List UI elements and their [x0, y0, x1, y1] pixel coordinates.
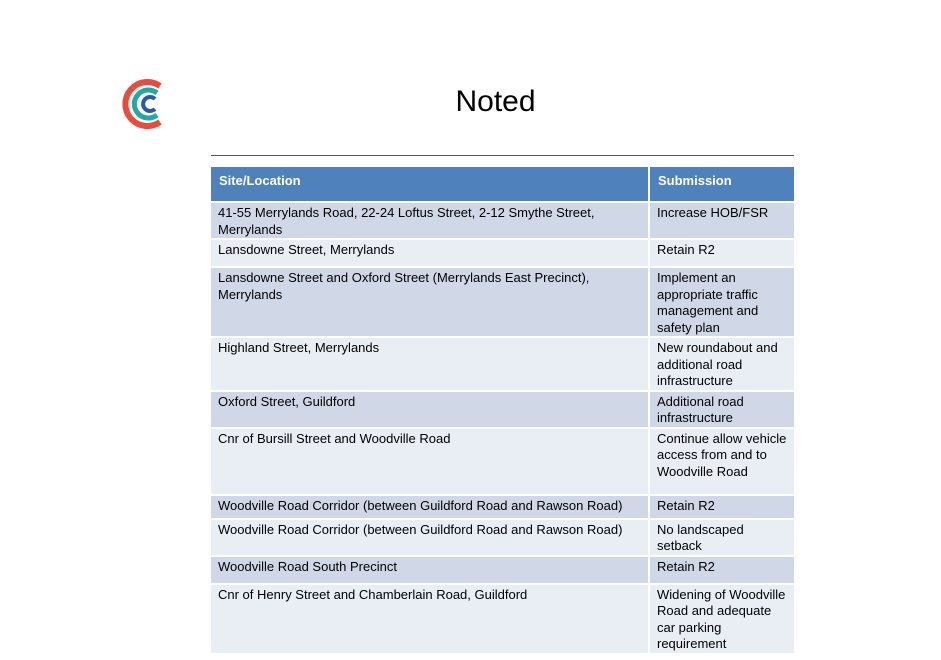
- site-cell: Oxford Street, Guildford: [211, 392, 650, 429]
- site-cell: Woodville Road Corridor (between Guildford Road and Rawson Road): [211, 496, 650, 520]
- submission-cell: Increase HOB/FSR: [650, 203, 794, 240]
- submissions-table: [211, 167, 794, 655]
- table-row: [211, 520, 794, 557]
- submission-cell: New roundabout and additional road infrastructure: [650, 338, 794, 392]
- site-cell: 41-55 Merrylands Road, 22-24 Loftus Street, 2-12 Smythe Street, Merrylands: [211, 203, 650, 240]
- site-cell: Lansdowne Street and Oxford Street (Merrylands East Precinct), Merrylands: [211, 268, 650, 338]
- submission-cell: Retain R2: [650, 496, 794, 520]
- table-row: [211, 557, 794, 585]
- table-row: [211, 203, 794, 240]
- site-cell: Lansdowne Street, Merrylands: [211, 240, 650, 268]
- table-row: [211, 585, 794, 655]
- submission-cell: No landscaped setback: [650, 520, 794, 557]
- submission-cell: Retain R2: [650, 240, 794, 268]
- site-cell: Highland Street, Merrylands: [211, 338, 650, 392]
- site-cell: Cnr of Bursill Street and Woodville Road: [211, 429, 650, 496]
- site-cell: Woodville Road Corridor (between Guildford Road and Rawson Road): [211, 520, 650, 557]
- submission-cell: Widening of Woodville Road and adequate car parking requirement: [650, 585, 794, 655]
- submission-cell: Continue allow vehicle access from and to Woodville Road: [650, 429, 794, 496]
- table-row: [211, 496, 794, 520]
- column-header-site: Site/Location: [211, 167, 650, 203]
- page-title: Noted: [455, 85, 536, 118]
- table-row: [211, 240, 794, 268]
- table-row: [211, 338, 794, 392]
- table-row: [211, 429, 794, 496]
- submission-cell: Implement an appropriate traffic management and safety plan: [650, 268, 794, 338]
- table-row: [211, 392, 794, 429]
- title-divider: [211, 155, 794, 156]
- submission-cell: Retain R2: [650, 557, 794, 585]
- table-row: [211, 268, 794, 338]
- site-cell: Cnr of Henry Street and Chamberlain Road, Guildford: [211, 585, 650, 655]
- column-header-submission: Submission: [650, 167, 794, 203]
- site-cell: Woodville Road South Precinct: [211, 557, 650, 585]
- table-header-row: [211, 167, 794, 203]
- submission-cell: Additional road infrastructure: [650, 392, 794, 429]
